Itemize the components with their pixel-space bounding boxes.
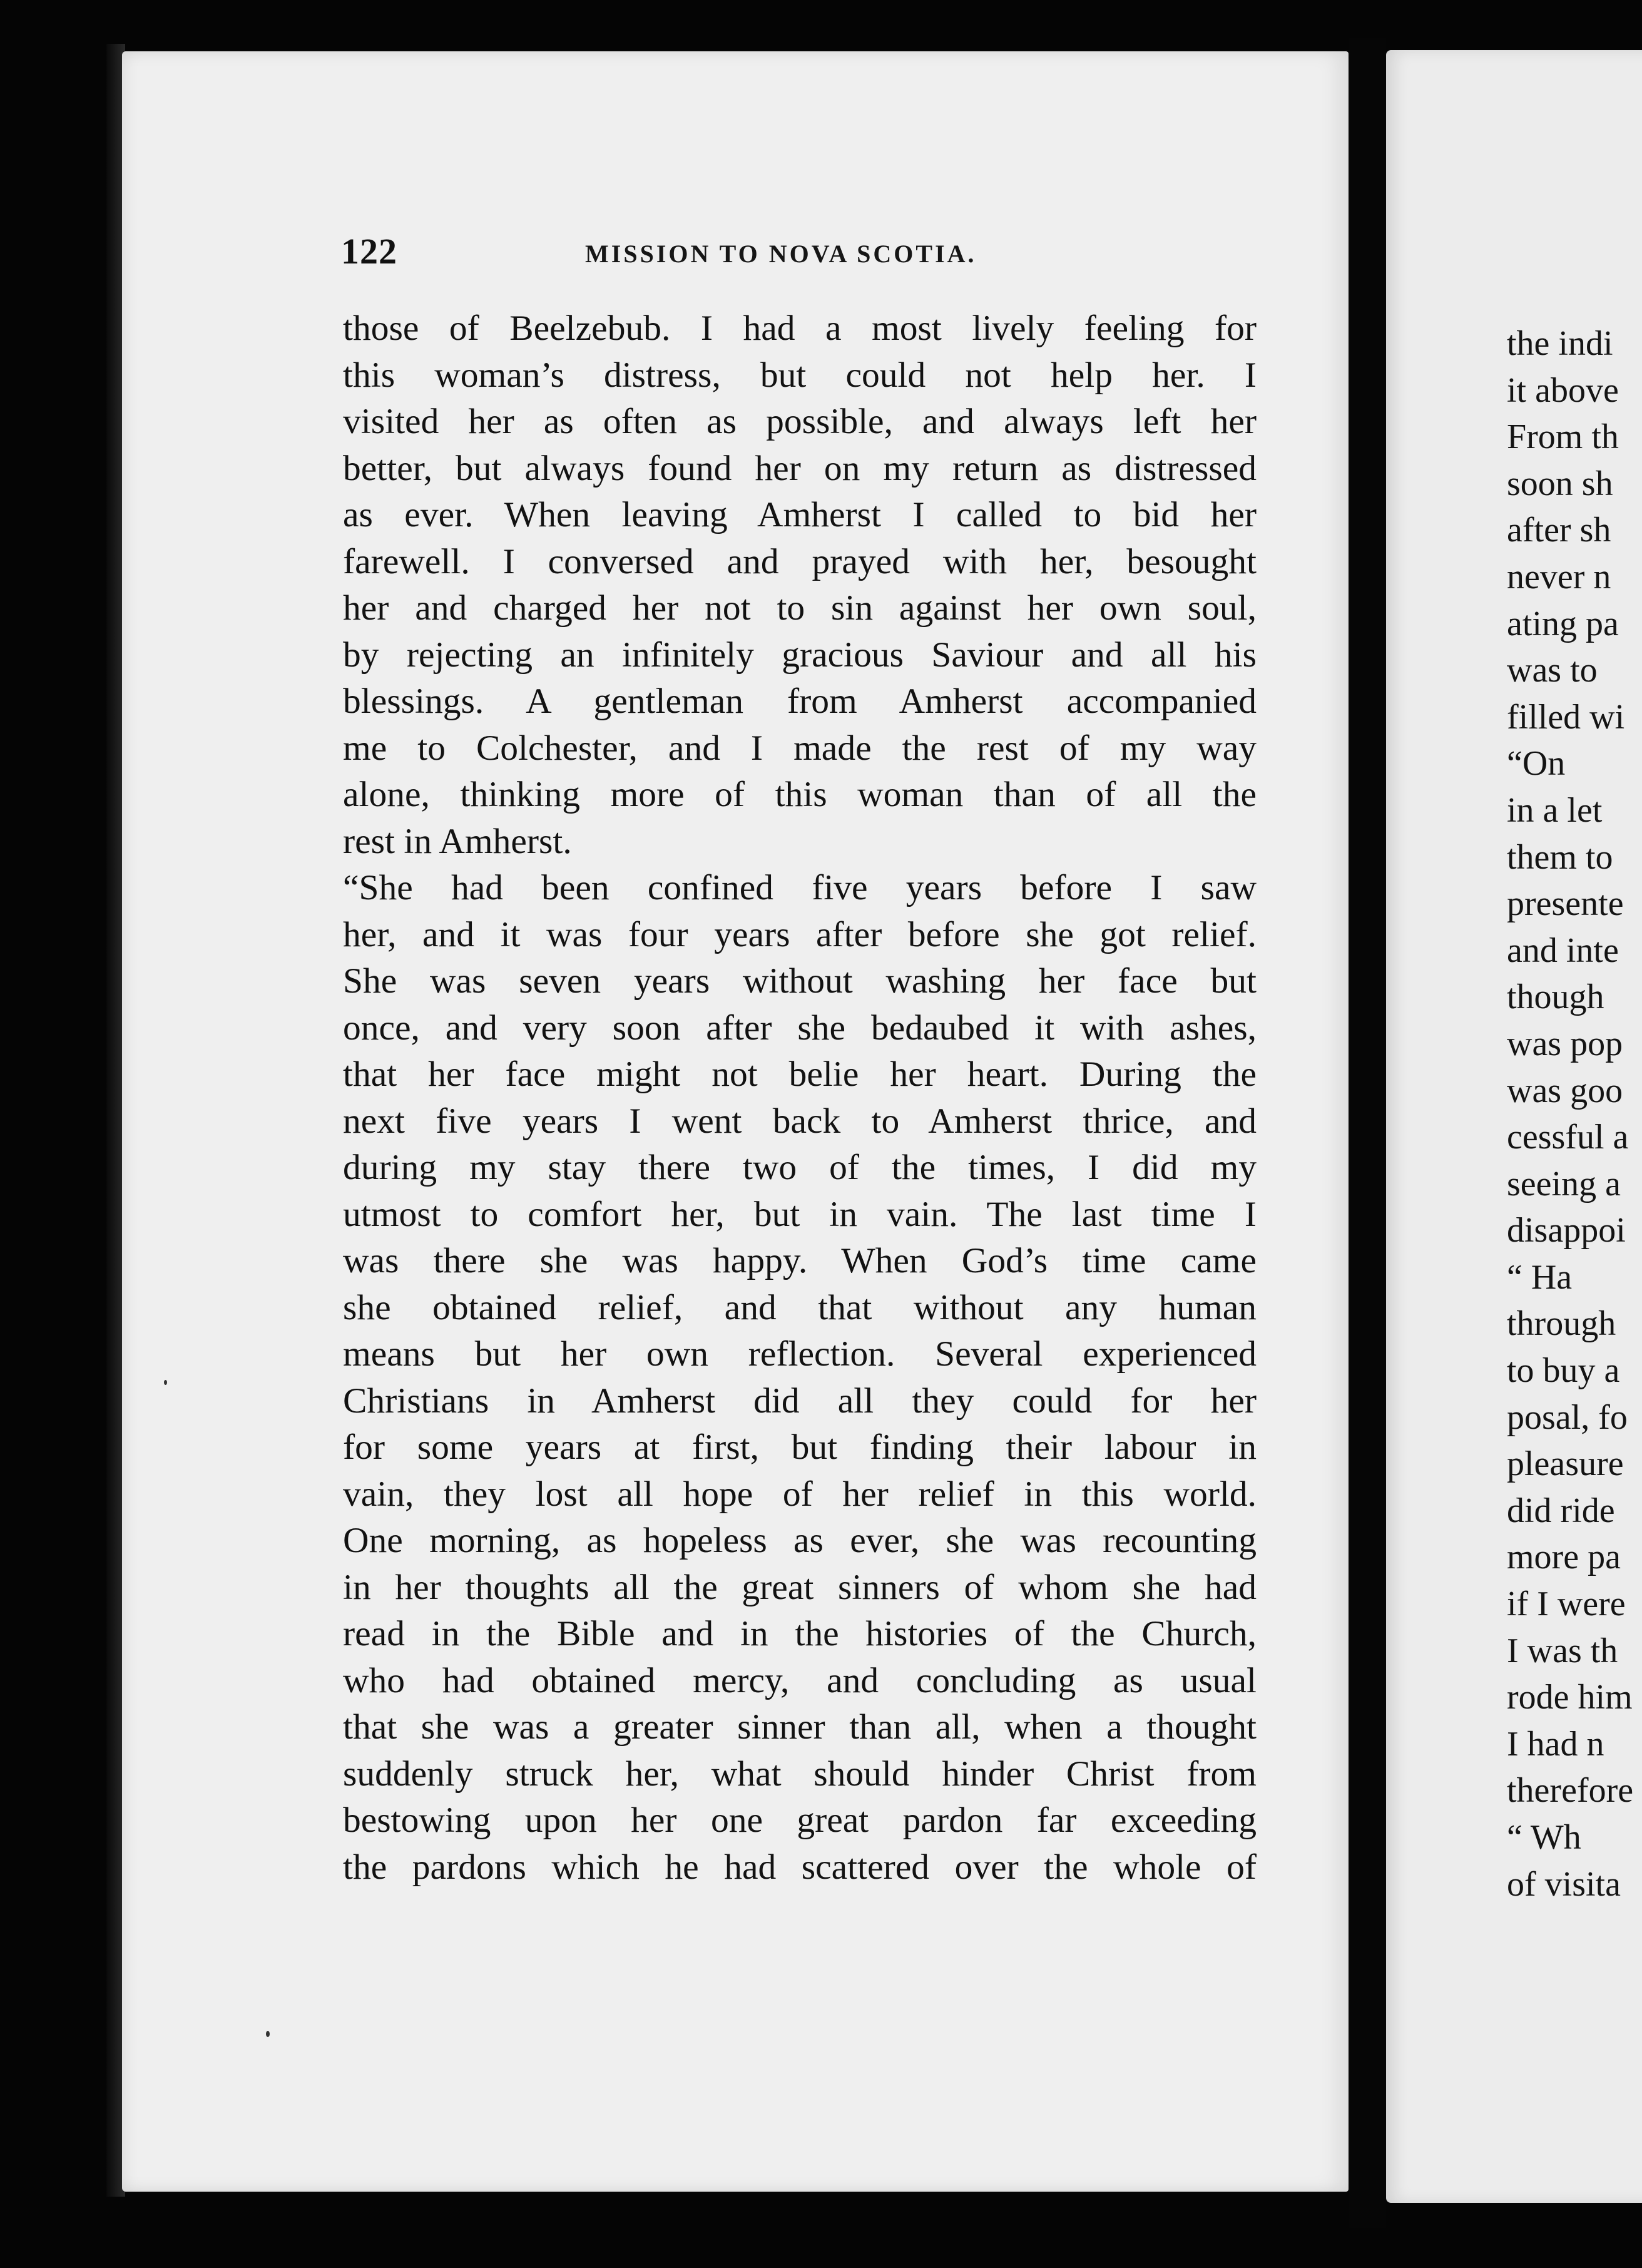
- text-line: Christians in Amherst did all they could for her: [343, 1381, 1257, 1421]
- text-line: her and charged her not to sin against her own soul,: [343, 588, 1257, 628]
- text-line: One morning, as hopeless as ever, she was recounting: [343, 1521, 1257, 1560]
- text-line-fragment: presente: [1507, 884, 1624, 924]
- text-line-fragment: soon sh: [1507, 464, 1613, 503]
- text-line-fragment: “ Wh: [1507, 1818, 1581, 1857]
- text-line-fragment: cessful a: [1507, 1118, 1629, 1157]
- text-line: as ever. When leaving Amherst I called to bid her: [343, 495, 1257, 534]
- text-line: that her face might not belie her heart. During the: [343, 1055, 1257, 1094]
- text-line: suddenly struck her, what should hinder Christ from: [343, 1754, 1257, 1794]
- text-line: those of Beelzebub. I had a most lively feeling for: [343, 309, 1257, 348]
- text-line-fragment: them to: [1507, 837, 1613, 877]
- text-line: who had obtained mercy, and concluding as usual: [343, 1660, 1257, 1700]
- text-line: visited her as often as possible, and always left her: [343, 402, 1257, 441]
- text-line-fragment: posal, fo: [1507, 1397, 1628, 1437]
- text-line: read in the Bible and in the histories of the Church,: [343, 1614, 1257, 1653]
- text-line: the pardons which he had scattered over the whole of: [343, 1847, 1257, 1887]
- page-number: 122: [341, 231, 397, 272]
- text-line: by rejecting an infinitely gracious Saviour and all his: [343, 635, 1257, 675]
- text-line-fragment: the indi: [1507, 324, 1613, 363]
- text-line: for some years at first, but finding their labour in: [343, 1428, 1257, 1467]
- text-line: once, and very soon after she bedaubed it with ashes,: [343, 1008, 1257, 1048]
- right-page-body-text: [1507, 320, 1642, 1908]
- text-line-fragment: if I were: [1507, 1585, 1626, 1624]
- text-line: She was seven years without washing her face but: [343, 961, 1257, 1001]
- text-line-fragment: and inte: [1507, 931, 1619, 970]
- text-line-fragment: I had n: [1507, 1724, 1604, 1764]
- scan-speck: [164, 1380, 167, 1385]
- text-line: “She had been confined five years before I saw: [343, 868, 1257, 907]
- text-line: that she was a greater sinner than all, when a thought: [343, 1707, 1257, 1747]
- text-line: rest in Amherst.: [343, 821, 572, 861]
- text-line-fragment: disappoi: [1507, 1211, 1626, 1250]
- text-line: her, and it was four years after before she got relief.: [343, 914, 1257, 954]
- text-line: vain, they lost all hope of her relief in this world.: [343, 1474, 1257, 1514]
- text-line-fragment: was goo: [1507, 1071, 1623, 1110]
- text-line: bestowing upon her one great pardon far exceeding: [343, 1801, 1257, 1840]
- text-line: better, but always found her on my return as distressed: [343, 448, 1257, 488]
- text-line: during my stay there two of the times, I did my: [343, 1148, 1257, 1187]
- text-line-fragment: to buy a: [1507, 1351, 1620, 1391]
- text-line-fragment: was to: [1507, 651, 1598, 690]
- text-line: me to Colchester, and I made the rest of my way: [343, 728, 1257, 768]
- book-gutter: [1349, 38, 1386, 2228]
- text-line-fragment: though: [1507, 978, 1604, 1017]
- text-line-fragment: therefore: [1507, 1771, 1634, 1811]
- text-line-fragment: seeing a: [1507, 1164, 1621, 1203]
- text-line: alone, thinking more of this woman than of all the: [343, 775, 1257, 814]
- text-line-fragment: pleasure: [1507, 1444, 1624, 1484]
- text-line: she obtained relief, and that without any human: [343, 1287, 1257, 1327]
- scan-speck: [266, 2031, 270, 2037]
- text-line-fragment: of visita: [1507, 1864, 1621, 1904]
- text-line-fragment: “ Ha: [1507, 1257, 1573, 1297]
- text-line-fragment: I was th: [1507, 1631, 1618, 1670]
- text-line-fragment: From th: [1507, 417, 1619, 457]
- text-line: blessings. A gentleman from Amherst accompanied: [343, 682, 1257, 721]
- text-line-fragment: rode him: [1507, 1678, 1633, 1717]
- text-line-fragment: “On: [1507, 744, 1566, 784]
- text-line-fragment: ating pa: [1507, 604, 1619, 643]
- text-line: in her thoughts all the great sinners of whom she had: [343, 1567, 1257, 1607]
- text-line-fragment: never n: [1507, 557, 1611, 596]
- text-line: utmost to comfort her, but in vain. The last time I: [343, 1194, 1257, 1234]
- running-title: MISSION TO NOVA SCOTIA.: [585, 240, 977, 268]
- text-line-fragment: was pop: [1507, 1024, 1623, 1063]
- text-line-fragment: did ride: [1507, 1491, 1615, 1530]
- text-line-fragment: filled wi: [1507, 697, 1625, 737]
- left-page-body-text: [343, 305, 1257, 1891]
- text-line-fragment: it above: [1507, 370, 1619, 410]
- text-line: this woman’s distress, but could not help her. I: [343, 355, 1257, 395]
- text-line: means but her own reflection. Several experienced: [343, 1334, 1257, 1374]
- text-line: next five years I went back to Amherst thrice, and: [343, 1101, 1257, 1141]
- text-line-fragment: through: [1507, 1304, 1616, 1344]
- text-line-fragment: after sh: [1507, 511, 1611, 550]
- text-line: was there she was happy. When God’s time came: [343, 1241, 1257, 1280]
- text-line-fragment: more pa: [1507, 1538, 1621, 1577]
- running-head: [341, 230, 1248, 280]
- text-line: farewell. I conversed and prayed with her, besought: [343, 541, 1257, 581]
- text-line-fragment: in a let: [1507, 790, 1603, 830]
